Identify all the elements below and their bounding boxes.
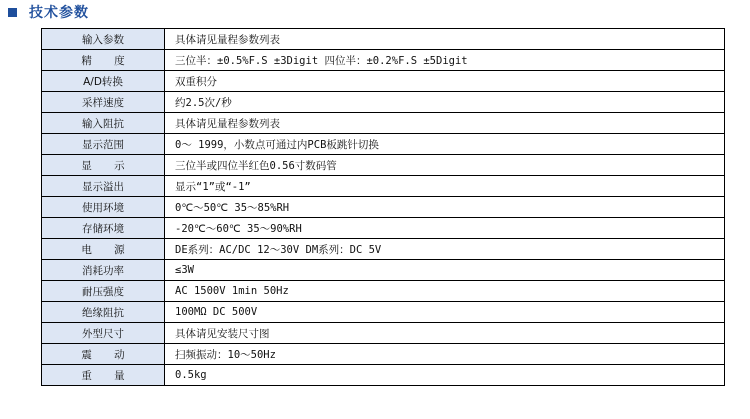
row-value: 0℃～50℃ 35～85%RH: [165, 197, 725, 218]
table-row: [42, 134, 725, 155]
table-row: [42, 29, 725, 50]
table-row: [42, 218, 725, 239]
row-label: 绝缘阻抗: [42, 302, 165, 323]
table-row: [42, 260, 725, 281]
table-row: [42, 302, 725, 323]
row-label: 震 动: [42, 344, 165, 365]
row-value: ≤3W: [165, 260, 725, 281]
table-row: [42, 197, 725, 218]
row-value: 约2.5次/秒: [165, 92, 725, 113]
row-value: 三位半或四位半红色0.56寸数码管: [165, 155, 725, 176]
table-row: [42, 239, 725, 260]
table-row: [42, 155, 725, 176]
table-row: [42, 344, 725, 365]
row-label: 电 源: [42, 239, 165, 260]
row-label: A/D转换: [42, 71, 165, 92]
row-value: 具体请见量程参数列表: [165, 113, 725, 134]
row-label: 精 度: [42, 50, 165, 71]
row-label: 显示溢出: [42, 176, 165, 197]
table-row: [42, 92, 725, 113]
spec-table: [41, 28, 725, 386]
row-value: 具体请见量程参数列表: [165, 29, 725, 50]
table-row: [42, 323, 725, 344]
row-value: AC 1500V 1min 50Hz: [165, 281, 725, 302]
table-row: [42, 176, 725, 197]
table-row: [42, 113, 725, 134]
row-value: 显示“1”或“-1”: [165, 176, 725, 197]
table-row: [42, 71, 725, 92]
section-header: [8, 3, 89, 21]
row-label: 使用环境: [42, 197, 165, 218]
row-label: 消耗功率: [42, 260, 165, 281]
row-value: 三位半：±0.5%F.S ±3Digit 四位半：±0.2%F.S ±5Digit: [165, 50, 725, 71]
row-label: 输入参数: [42, 29, 165, 50]
row-label: 外型尺寸: [42, 323, 165, 344]
table-row: [42, 365, 725, 386]
row-value: 100MΩ DC 500V: [165, 302, 725, 323]
section-title: 技术参数: [29, 5, 89, 21]
row-value: 具体请见安装尺寸图: [165, 323, 725, 344]
row-label: 存储环境: [42, 218, 165, 239]
row-value: 双重积分: [165, 71, 725, 92]
table-row: [42, 50, 725, 71]
row-label: 采样速度: [42, 92, 165, 113]
row-value: -20℃～60℃ 35～90%RH: [165, 218, 725, 239]
row-label: 显 示: [42, 155, 165, 176]
table-row: [42, 281, 725, 302]
row-value: 0～ 1999，小数点可通过内PCB板跳针切换: [165, 134, 725, 155]
square-bullet-icon: [8, 8, 17, 17]
row-value: DE系列：AC/DC 12～30V DM系列：DC 5V: [165, 239, 725, 260]
row-label: 显示范围: [42, 134, 165, 155]
row-label: 输入阻抗: [42, 113, 165, 134]
row-value: 扫频振动：10～50Hz: [165, 344, 725, 365]
row-value: 0.5kg: [165, 365, 725, 386]
row-label: 重 量: [42, 365, 165, 386]
row-label: 耐压强度: [42, 281, 165, 302]
